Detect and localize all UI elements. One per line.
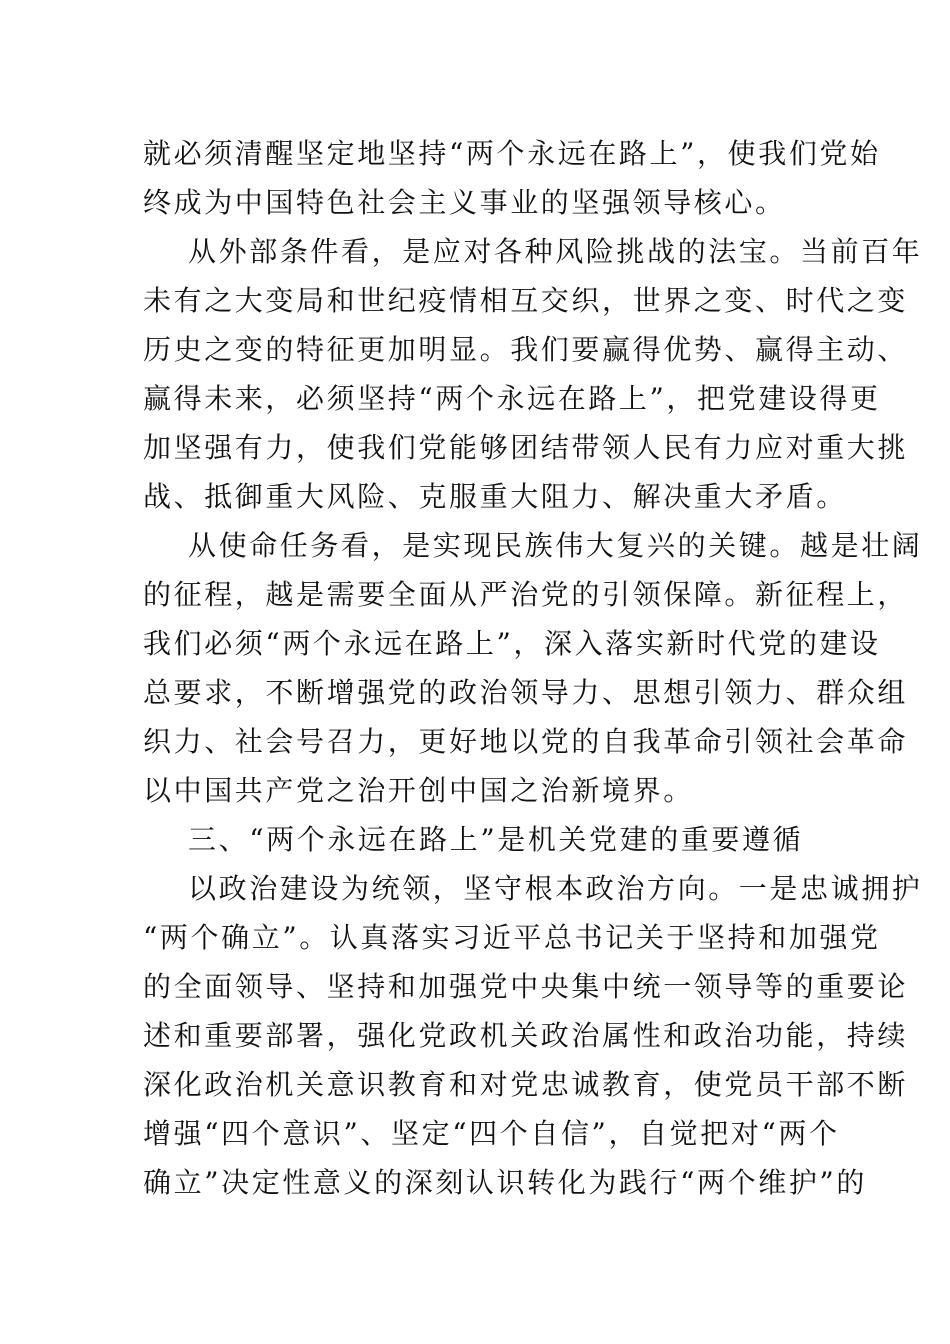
paragraph-start: 从外部条件看，是应对各种风险挑战的法宝。当前百年 [188, 235, 923, 268]
paragraph-start: 以政治建设为统领，坚守根本政治方向。一是忠诚拥护 [188, 872, 923, 905]
text-line: 述和重要部署，强化党政机关政治属性和政治功能，持续 [143, 1019, 909, 1052]
text-line: 增强“四个意识”、坚定“四个自信”，自觉把对“两个 [143, 1117, 840, 1150]
text-line: 就必须清醒坚定地坚持“两个永远在路上”，使我们党始 [143, 137, 881, 170]
text-line: 战、抵御重大风险、克服重大阻力、解决重大矛盾。 [143, 480, 847, 513]
text-line: 深化政治机关意识教育和对党忠诚教育，使党员干部不断 [143, 1068, 909, 1101]
text-line: “两个确立”。认真落实习近平总书记关于坚持和加强党 [143, 921, 881, 954]
text-line: 的征程，越是需要全面从严治党的引领保障。新征程上， [143, 578, 909, 611]
text-line: 织力、社会号召力，更好地以党的自我革命引领社会革命 [143, 725, 909, 758]
paragraph-start: 从使命任务看，是实现民族伟大复兴的关键。越是壮阔 [188, 529, 923, 562]
text-line: 加坚强有力，使我们党能够团结带领人民有力应对重大挑 [143, 431, 909, 464]
text-line: 总要求，不断增强党的政治领导力、思想引领力、群众组 [143, 676, 909, 709]
text-line: 确立”决定性意义的深刻认识转化为践行“两个维护”的 [143, 1166, 867, 1199]
text-line: 未有之大变局和世纪疫情相互交织，世界之变、时代之变 [143, 284, 909, 317]
text-line: 以中国共产党之治开创中国之治新境界。 [143, 774, 694, 807]
text-line: 的全面领导、坚持和加强党中央集中统一领导等的重要论 [143, 970, 909, 1003]
section-heading: 三、“两个永远在路上”是机关党建的重要遵循 [188, 823, 804, 856]
text-line: 赢得未来，必须坚持“两个永远在路上”，把党建设得更 [143, 382, 881, 415]
text-line: 终成为中国特色社会主义事业的坚强领导核心。 [143, 186, 786, 219]
text-line: 我们必须“两个永远在路上”，深入落实新时代党的建设 [143, 627, 881, 660]
text-line: 历史之变的特征更加明显。我们要赢得优势、赢得主动、 [143, 333, 909, 366]
